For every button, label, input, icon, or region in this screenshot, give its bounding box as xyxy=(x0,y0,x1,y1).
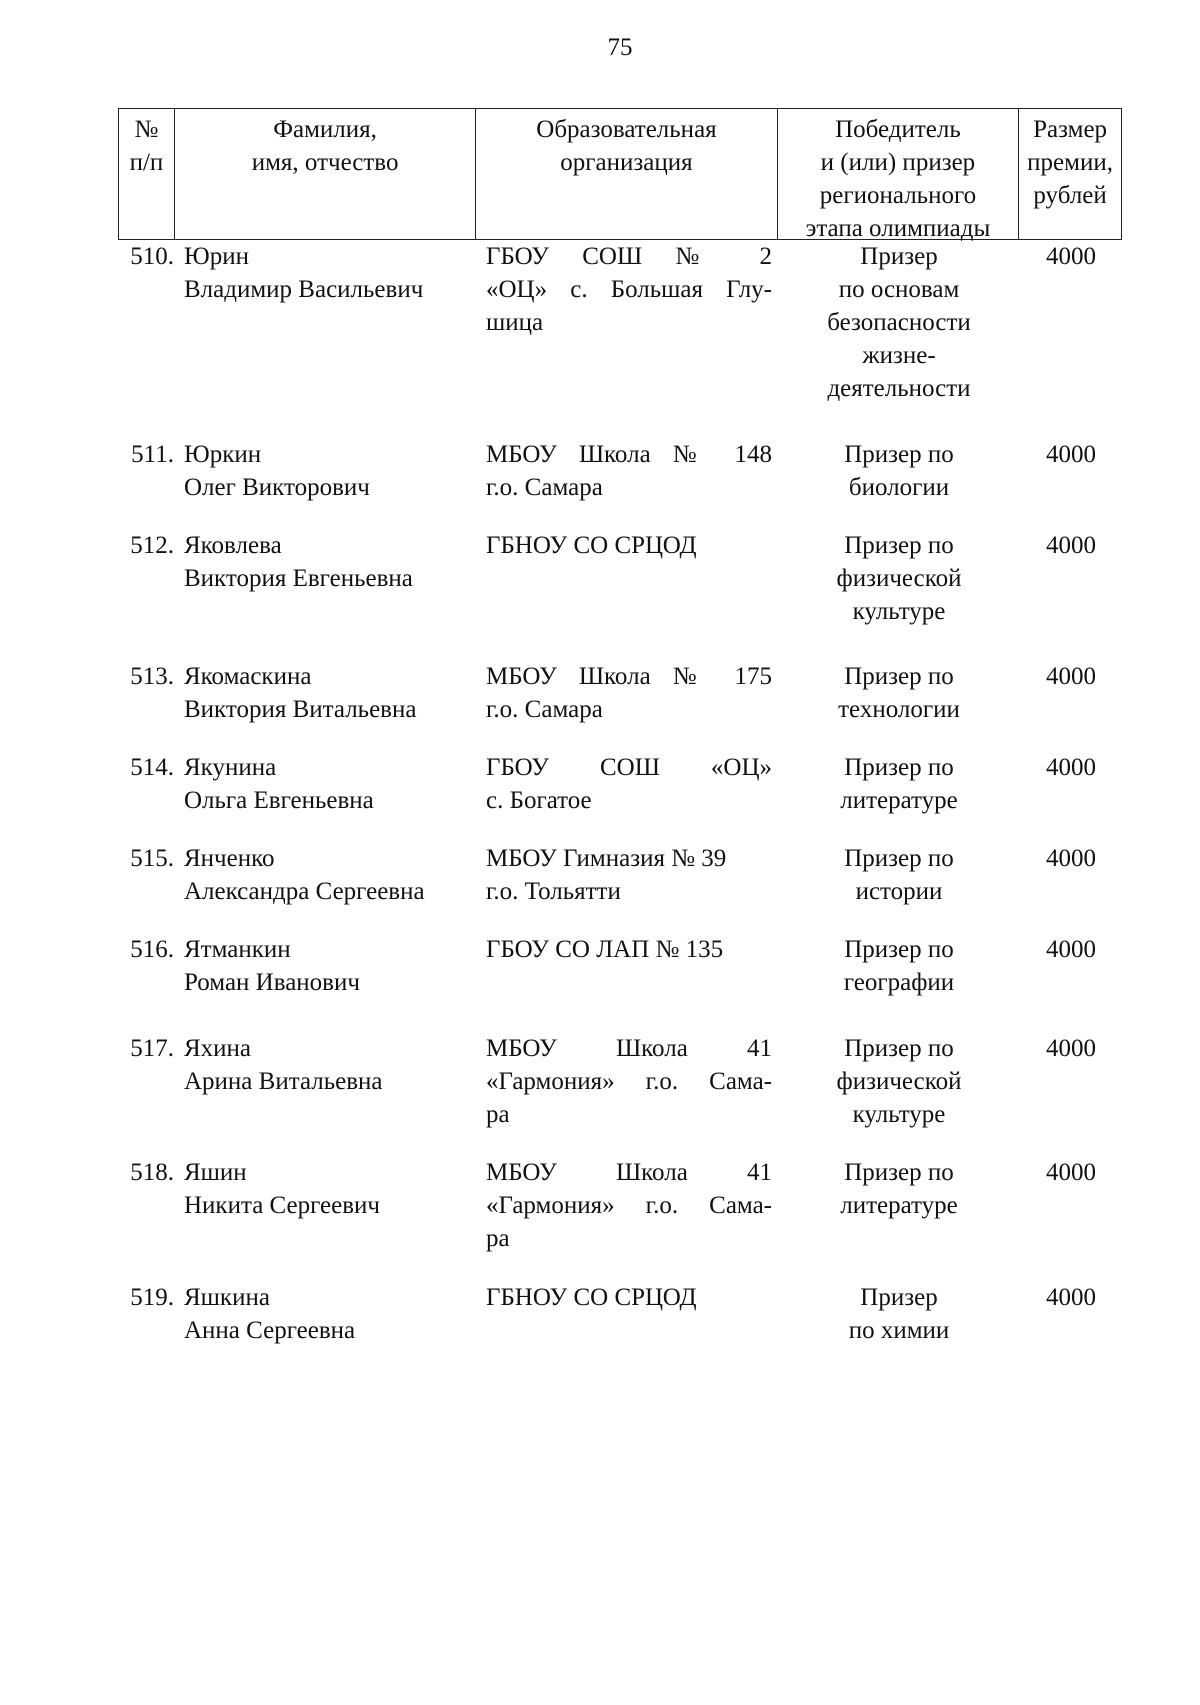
header-organization xyxy=(476,109,777,239)
given-name: Виктория Евгеньевна xyxy=(184,565,413,592)
table-row xyxy=(118,1032,1122,1156)
organization-line: ра xyxy=(486,1225,510,1252)
row-number: 516. xyxy=(130,936,174,963)
table-row xyxy=(118,660,1122,751)
prize-amount: 4000 xyxy=(1046,441,1096,468)
winner-line: жизне- xyxy=(862,342,936,369)
organization xyxy=(476,529,778,660)
organization-line: г.о. Самара xyxy=(486,474,603,501)
surname: Юркин xyxy=(184,441,262,468)
winner-line: Призер по xyxy=(844,754,954,781)
person-name xyxy=(174,529,476,660)
organization xyxy=(476,1281,778,1351)
organization-line: шица xyxy=(486,309,544,336)
winner-line: Призер xyxy=(860,1284,938,1311)
row-number: 518. xyxy=(130,1159,174,1186)
person-name xyxy=(174,438,476,529)
winner-status xyxy=(778,933,1020,1032)
organization xyxy=(476,1032,778,1156)
winner-line: Призер по xyxy=(844,936,954,963)
surname: Юрин xyxy=(184,243,249,270)
prize-amount: 4000 xyxy=(1046,1035,1096,1062)
organization xyxy=(476,842,778,933)
organization-line: «ОЦ» с. Большая Глу- xyxy=(486,276,772,303)
winner-line: физической xyxy=(836,565,962,592)
table-row xyxy=(118,933,1122,1032)
surname: Ятманкин xyxy=(184,936,291,963)
surname: Якунина xyxy=(184,754,277,781)
surname: Яковлева xyxy=(184,532,282,559)
winner-line: деятельности xyxy=(827,375,971,402)
table-row xyxy=(118,842,1122,933)
person-name xyxy=(174,660,476,751)
organization-line: ГБНОУ СО СРЦОД xyxy=(486,1284,697,1311)
winner-line: физической xyxy=(836,1068,962,1095)
organization-line: ра xyxy=(486,1101,510,1128)
given-name: Ольга Евгеньевна xyxy=(184,787,374,814)
organization xyxy=(476,660,778,751)
winner-status xyxy=(778,1281,1020,1351)
winner-line: культуре xyxy=(852,1101,946,1128)
person-name xyxy=(174,751,476,842)
header-winner xyxy=(778,109,1020,242)
row-number: 511. xyxy=(131,441,174,468)
prize-amount: 4000 xyxy=(1046,936,1096,963)
given-name: Виктория Витальевна xyxy=(184,696,417,723)
prize-amount: 4000 xyxy=(1046,663,1096,690)
winner-status xyxy=(778,751,1020,842)
surname: Янченко xyxy=(184,845,275,872)
organization-line: с. Богатое xyxy=(486,787,592,814)
prize-amount: 4000 xyxy=(1046,754,1096,781)
organization-line: ГБОУ СОШ «ОЦ» xyxy=(486,754,772,781)
given-name: Александра Сергеевна xyxy=(184,878,425,905)
person-name xyxy=(174,1156,476,1281)
table-row xyxy=(118,1281,1122,1351)
person-name xyxy=(174,1032,476,1156)
prize-amount: 4000 xyxy=(1046,243,1096,270)
winner-line: Призер по xyxy=(844,1159,954,1186)
organization xyxy=(476,1156,778,1281)
surname: Якомаскина xyxy=(184,663,312,690)
row-number: 512. xyxy=(130,532,174,559)
organization-line: МБОУ Гимназия № 39 xyxy=(486,845,727,872)
winner-line: культуре xyxy=(852,598,946,625)
row-number: 519. xyxy=(130,1284,174,1311)
winner-status xyxy=(778,1156,1020,1281)
surname: Яшкина xyxy=(184,1284,270,1311)
winner-line: по основам xyxy=(838,276,960,303)
organization-line: МБОУ Школа № 175 xyxy=(486,663,772,690)
header-prize xyxy=(1019,109,1121,239)
winner-line: Призер по xyxy=(844,1035,954,1062)
header-number xyxy=(119,109,175,239)
header-name xyxy=(175,109,476,239)
header-winner-line: и (или) призер xyxy=(820,149,976,176)
winner-line: биологии xyxy=(848,474,950,501)
organization-line: г.о. Тольятти xyxy=(486,878,621,905)
table-row xyxy=(118,438,1122,529)
header-prize-line: премии, xyxy=(1027,149,1113,176)
given-name: Анна Сергеевна xyxy=(184,1317,356,1344)
winner-line: географии xyxy=(843,969,955,996)
row-number: 513. xyxy=(130,663,174,690)
row-number: 514. xyxy=(130,754,174,781)
organization-line: г.о. Самара xyxy=(486,696,603,723)
header-name-line: Фамилия, xyxy=(273,116,377,143)
table-row xyxy=(118,751,1122,842)
row-number: 515. xyxy=(130,845,174,872)
prize-amount: 4000 xyxy=(1046,1159,1096,1186)
organization-line: ГБОУ СО ЛАП № 135 xyxy=(486,936,724,963)
header-winner-line: регионального xyxy=(819,182,977,209)
winner-status xyxy=(778,438,1020,529)
surname: Яхина xyxy=(184,1035,252,1062)
person-name xyxy=(174,842,476,933)
person-name xyxy=(174,933,476,1032)
winner-status xyxy=(778,529,1020,660)
person-name xyxy=(174,240,476,438)
organization-line: ГБНОУ СО СРЦОД xyxy=(486,532,697,559)
row-number: 510. xyxy=(130,243,174,270)
winner-line: Призер xyxy=(860,243,938,270)
organization xyxy=(476,751,778,842)
winner-status xyxy=(778,240,1020,438)
header-name-line: имя, отчество xyxy=(251,149,399,176)
winner-status xyxy=(778,842,1020,933)
person-name xyxy=(174,1281,476,1351)
prize-amount: 4000 xyxy=(1046,845,1096,872)
organization-line: МБОУ Школа № 148 xyxy=(486,441,772,468)
winner-status xyxy=(778,1032,1020,1156)
row-number: 517. xyxy=(130,1035,174,1062)
header-organization-line: Образовательная xyxy=(536,116,717,143)
table-row xyxy=(118,1156,1122,1281)
header-prize-line: Размер xyxy=(1033,116,1108,143)
winner-line: истории xyxy=(855,878,943,905)
given-name: Арина Витальевна xyxy=(184,1068,383,1095)
table-row xyxy=(118,240,1122,438)
organization-line: «Гармония» г.о. Сама- xyxy=(486,1192,772,1219)
winner-line: Призер по xyxy=(844,663,954,690)
winner-line: Призер по xyxy=(844,532,954,559)
prize-amount: 4000 xyxy=(1046,532,1096,559)
organization-line: ГБОУ СОШ № 2 xyxy=(486,243,772,270)
winner-line: литературе xyxy=(840,1192,958,1219)
winner-line: технологии xyxy=(838,696,960,723)
organization-line: МБОУ Школа 41 xyxy=(486,1035,772,1062)
winner-line: безопасности xyxy=(827,309,971,336)
winner-line: литературе xyxy=(840,787,958,814)
organization-line: МБОУ Школа 41 xyxy=(486,1159,772,1186)
winner-line: Призер по xyxy=(844,441,954,468)
given-name: Никита Сергеевич xyxy=(184,1192,380,1219)
winner-line: Призер по xyxy=(844,845,954,872)
winner-status xyxy=(778,660,1020,751)
header-winner-line: Победитель xyxy=(835,116,961,143)
organization-line: «Гармония» г.о. Сама- xyxy=(486,1068,772,1095)
given-name: Олег Викторович xyxy=(184,474,370,501)
winner-line: по химии xyxy=(848,1317,950,1344)
header-winner-line: этапа олимпиады xyxy=(805,215,991,242)
given-name: Владимир Васильевич xyxy=(184,276,424,303)
organization xyxy=(476,438,778,529)
page-number: 75 xyxy=(607,34,633,61)
table-header xyxy=(118,108,1122,240)
organization xyxy=(476,933,778,1032)
table-row xyxy=(118,529,1122,660)
header-prize-line: рублей xyxy=(1033,182,1107,209)
prize-amount: 4000 xyxy=(1046,1284,1096,1311)
header-number-line: п/п xyxy=(129,149,164,176)
surname: Яшин xyxy=(184,1159,247,1186)
organization xyxy=(476,240,778,438)
given-name: Роман Иванович xyxy=(184,969,360,996)
award-table xyxy=(118,108,1122,1351)
header-number-line: № xyxy=(134,116,159,143)
header-organization-line: организация xyxy=(560,149,693,176)
